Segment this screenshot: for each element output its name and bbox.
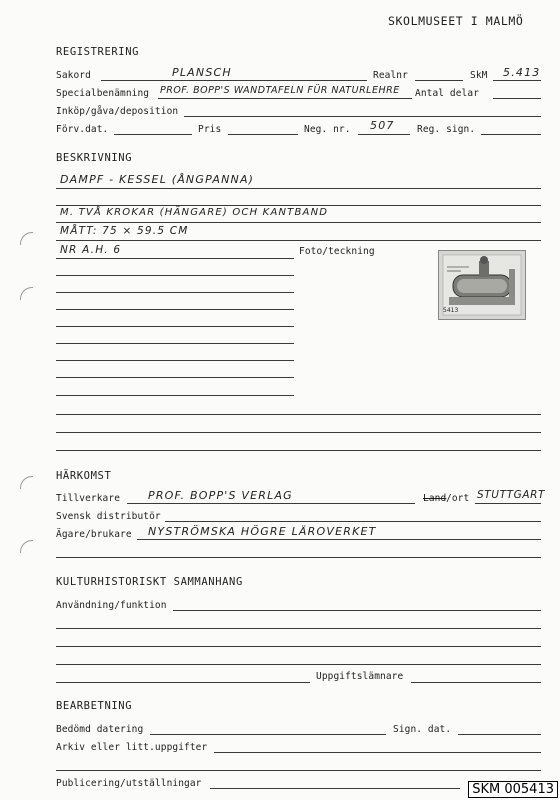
label-specialbenamning: Specialbenämning bbox=[56, 88, 150, 99]
photo-thumbnail bbox=[438, 250, 526, 320]
desc-line-1: DAMPF - KESSEL (ÅNGPANNA) bbox=[60, 173, 255, 186]
value-skm: 5.413 bbox=[503, 66, 541, 79]
label-land-struck: Land bbox=[423, 493, 447, 504]
label-ort: /ort bbox=[446, 493, 470, 504]
value-tillverkare: PROF. BOPP'S VERLAG bbox=[148, 489, 293, 502]
label-skm: SkM bbox=[470, 70, 488, 81]
label-foto: Foto/teckning bbox=[299, 246, 375, 257]
desc-line-3: MÅTT: 75 × 59.5 CM bbox=[60, 225, 189, 237]
desc-line-2: M. TVÅ KROKAR (HÄNGARE) OCH KANTBAND bbox=[60, 207, 329, 218]
punch-hole bbox=[20, 232, 33, 245]
section-kultur: KULTURHISTORISKT SAMMANHANG bbox=[56, 576, 243, 588]
desc-line-4: NR A.H. 6 bbox=[60, 244, 122, 256]
label-uppgiftslamnare: Uppgiftslämnare bbox=[316, 671, 404, 682]
label-svensk-distributor: Svensk distributör bbox=[56, 511, 161, 522]
archive-number-badge: SKM 005413 bbox=[468, 781, 558, 798]
label-antal-delar: Antal delar bbox=[415, 88, 480, 99]
punch-hole bbox=[20, 476, 33, 489]
label-realnr: Realnr bbox=[373, 70, 408, 81]
label-anvandning: Användning/funktion bbox=[56, 600, 167, 611]
value-agare: NYSTRÖMSKA HÖGRE LÄROVERKET bbox=[148, 525, 377, 538]
value-ort: STUTTGART bbox=[477, 489, 546, 501]
label-sign-dat: Sign. dat. bbox=[393, 724, 452, 735]
punch-hole bbox=[20, 540, 33, 553]
value-neg-nr: 507 bbox=[370, 119, 395, 132]
label-inkop: Inköp/gåva/deposition bbox=[56, 106, 179, 117]
label-tillverkare: Tillverkare bbox=[56, 493, 121, 504]
label-bedomd-datering: Bedömd datering bbox=[56, 724, 144, 735]
label-publicering: Publicering/utställningar bbox=[56, 778, 202, 789]
label-arkiv: Arkiv eller litt.uppgifter bbox=[56, 742, 208, 753]
label-neg-nr: Neg. nr. bbox=[304, 124, 351, 135]
value-sakord: PLANSCH bbox=[172, 66, 232, 79]
label-reg-sign: Reg. sign. bbox=[417, 124, 476, 135]
value-specialbenamning: PROF. BOPP'S WANDTAFELN FÜR NATURLEHRE bbox=[160, 85, 400, 96]
section-harkomst: HÄRKOMST bbox=[56, 470, 112, 482]
punch-hole bbox=[20, 287, 33, 300]
section-registrering: REGISTRERING bbox=[56, 46, 140, 58]
label-pris: Pris bbox=[198, 124, 222, 135]
label-forv-dat: Förv.dat. bbox=[56, 124, 109, 135]
section-beskrivning: BESKRIVNING bbox=[56, 152, 133, 164]
section-bearbetning: BEARBETNING bbox=[56, 700, 133, 712]
photo-caption: 5413 bbox=[443, 307, 459, 314]
museum-title: SKOLMUSEET I MALMÖ bbox=[388, 14, 524, 28]
label-agare: Ägare/brukare bbox=[56, 529, 132, 540]
label-sakord: Sakord bbox=[56, 70, 91, 81]
